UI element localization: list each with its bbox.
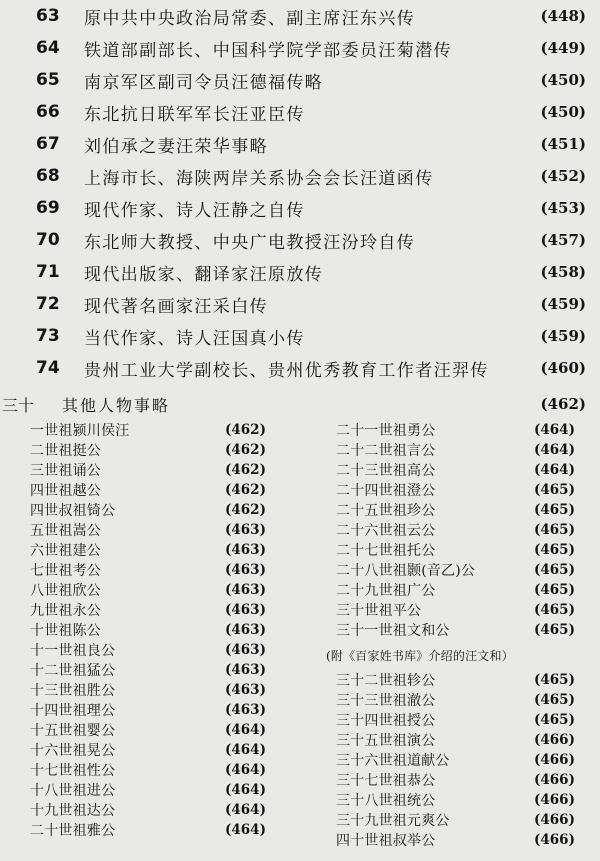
item-page: (466): [534, 752, 575, 768]
item-page: (464): [225, 822, 266, 838]
list-item: [30, 660, 290, 680]
item-name: 二十八世祖颢(音乙)公: [336, 563, 476, 579]
item-page: (463): [225, 562, 266, 578]
item-page: (462): [225, 482, 266, 498]
entry-title: 现代出版家、翻译家汪原放传: [84, 264, 324, 285]
item-page: (465): [534, 672, 575, 688]
item-name: 三十五世祖演公: [336, 733, 436, 749]
item-page: (465): [534, 562, 575, 578]
entry-title: 当代作家、诗人汪国真小传: [84, 328, 305, 349]
list-item: [336, 670, 596, 690]
toc-entry: [0, 320, 600, 352]
entry-title: 东北抗日联军军长汪亚臣传: [84, 104, 305, 125]
item-name: 十一世祖良公: [30, 643, 116, 659]
entry-page: (450): [540, 71, 586, 89]
list-item: [30, 700, 290, 720]
item-name: 二十六世祖云公: [336, 523, 436, 539]
item-name: 五世祖嵩公: [30, 523, 101, 539]
list-item: [336, 600, 596, 620]
entry-number: 74: [36, 358, 60, 378]
item-page: (464): [534, 442, 575, 458]
item-page: (464): [225, 722, 266, 738]
item-name: 十六世祖晃公: [30, 743, 116, 759]
entry-number: 72: [36, 294, 60, 314]
item-page: (466): [534, 832, 575, 848]
list-item: [336, 440, 596, 460]
entry-number: 73: [36, 326, 60, 346]
item-page: (465): [534, 482, 575, 498]
list-item: [336, 750, 596, 770]
list-item: [30, 580, 290, 600]
item-page: (465): [534, 622, 575, 638]
entry-page: (460): [540, 359, 586, 377]
item-page: (463): [225, 622, 266, 638]
entry-page: (453): [540, 199, 586, 217]
list-item: [336, 480, 596, 500]
item-name: 三世祖诵公: [30, 463, 101, 479]
item-name: 二十五世祖珍公: [336, 503, 436, 519]
toc-entry: [0, 32, 600, 64]
item-page: (462): [225, 502, 266, 518]
item-name: 三十八世祖统公: [336, 793, 436, 809]
item-page: (463): [225, 542, 266, 558]
list-item: [30, 740, 290, 760]
entry-page: (457): [540, 231, 586, 249]
list-item: [30, 780, 290, 800]
item-name: 十四世祖理公: [30, 703, 116, 719]
item-name: 二十世祖雅公: [30, 823, 116, 839]
entry-title: 铁道部副部长、中国科学院学部委员汪菊潜传: [84, 40, 452, 61]
list-item: [30, 420, 290, 440]
entry-page: (459): [540, 295, 586, 313]
entry-page: (458): [540, 263, 586, 281]
entry-page: (449): [540, 39, 586, 57]
item-page: (463): [225, 662, 266, 678]
toc-entry: [0, 64, 600, 96]
list-item-note: [326, 645, 596, 665]
list-item: [30, 820, 290, 840]
entry-page: (450): [540, 103, 586, 121]
list-item: [336, 690, 596, 710]
section-number: 三十: [2, 395, 35, 415]
item-page: (464): [225, 782, 266, 798]
entry-page: (448): [540, 7, 586, 25]
item-name: 二十四世祖澄公: [336, 483, 436, 499]
item-page: (465): [534, 582, 575, 598]
item-page: (463): [225, 582, 266, 598]
section-page: (462): [540, 395, 586, 413]
entry-number: 67: [36, 134, 60, 154]
list-item: [336, 790, 596, 810]
toc-entry: [0, 352, 600, 384]
entry-number: 65: [36, 70, 60, 90]
list-item: [30, 680, 290, 700]
list-item: [30, 640, 290, 660]
item-name: 三十九世祖元爽公: [336, 813, 450, 829]
list-item: [30, 620, 290, 640]
item-page: (465): [534, 602, 575, 618]
entry-number: 68: [36, 166, 60, 186]
item-name: 十五世祖婴公: [30, 723, 116, 739]
item-page: (466): [534, 792, 575, 808]
list-item: [336, 500, 596, 520]
entry-title: 原中共中央政治局常委、副主席汪东兴传: [84, 8, 416, 29]
list-item: [30, 800, 290, 820]
item-page: (466): [534, 812, 575, 828]
item-name: 七世祖考公: [30, 563, 101, 579]
item-name: 四十世祖叔举公: [336, 833, 436, 849]
item-page: (465): [534, 692, 575, 708]
entry-number: 69: [36, 198, 60, 218]
list-item: [30, 440, 290, 460]
item-name: 三十三世祖澈公: [336, 693, 436, 709]
item-name: 三十二世祖轸公: [336, 673, 436, 689]
list-item: [336, 520, 596, 540]
entry-title: 南京军区副司令员汪德福传略: [84, 72, 324, 93]
list-item: [336, 540, 596, 560]
entry-page: (452): [540, 167, 586, 185]
item-name: 三十一世祖文和公: [336, 623, 450, 639]
item-page: (462): [225, 422, 266, 438]
entry-title: 上海市长、海陕两岸关系协会会长汪道函传: [84, 168, 434, 189]
item-name: 二世祖挺公: [30, 443, 101, 459]
entry-title: 东北师大教授、中央广电教授汪汾玲自传: [84, 232, 416, 253]
list-item: [30, 460, 290, 480]
item-page: (462): [225, 462, 266, 478]
toc-entry: [0, 96, 600, 128]
item-name: 二十九世祖广公: [336, 583, 436, 599]
list-item: [336, 830, 596, 850]
item-page: (465): [534, 712, 575, 728]
item-page: (465): [534, 522, 575, 538]
entry-page: (451): [540, 135, 586, 153]
item-page: (463): [225, 522, 266, 538]
toc-entry: [0, 192, 600, 224]
section-heading: [0, 390, 600, 418]
item-page: (462): [225, 442, 266, 458]
list-item: [30, 720, 290, 740]
item-name: 十世祖陈公: [30, 623, 101, 639]
item-name: 四世祖越公: [30, 483, 101, 499]
entry-number: 64: [36, 38, 60, 58]
list-item: [30, 480, 290, 500]
item-name: 二十七世祖托公: [336, 543, 436, 559]
entry-title: 刘伯承之妻汪荣华事略: [84, 136, 268, 157]
list-item: [30, 600, 290, 620]
list-item: [30, 560, 290, 580]
entry-title: 现代著名画家汪采白传: [84, 296, 268, 317]
section-title: 其他人物事略: [62, 395, 171, 415]
toc-entry: [0, 224, 600, 256]
item-name: 十三世祖胜公: [30, 683, 116, 699]
list-item: [336, 730, 596, 750]
item-page: (463): [225, 682, 266, 698]
entry-number: 70: [36, 230, 60, 250]
item-note: (附《百家姓书库》介绍的汪文和）: [326, 648, 514, 663]
entry-number: 63: [36, 6, 60, 26]
item-name: 八世祖欣公: [30, 583, 101, 599]
entry-number: 71: [36, 262, 60, 282]
item-name: 三十七世祖恭公: [336, 773, 436, 789]
item-name: 二十一世祖勇公: [336, 423, 436, 439]
list-item: [336, 620, 596, 640]
item-page: (464): [225, 762, 266, 778]
toc-entry: [0, 160, 600, 192]
list-item: [30, 520, 290, 540]
item-page: (464): [534, 462, 575, 478]
list-item: [336, 580, 596, 600]
entry-number: 66: [36, 102, 60, 122]
list-item: [336, 560, 596, 580]
item-page: (464): [225, 742, 266, 758]
item-name: 二十三世祖高公: [336, 463, 436, 479]
list-item: [30, 500, 290, 520]
item-page: (466): [534, 732, 575, 748]
item-page: (463): [225, 702, 266, 718]
item-page: (464): [225, 802, 266, 818]
list-item: [30, 540, 290, 560]
item-page: (463): [225, 602, 266, 618]
item-page: (465): [534, 542, 575, 558]
toc-entry: [0, 288, 600, 320]
item-name: 十九世祖达公: [30, 803, 116, 819]
item-name: 六世祖建公: [30, 543, 101, 559]
toc-entry: [0, 0, 600, 32]
entry-title: 现代作家、诗人汪静之自传: [84, 200, 305, 221]
list-item: [336, 710, 596, 730]
list-item: [30, 760, 290, 780]
item-page: (465): [534, 502, 575, 518]
item-name: 三十世祖平公: [336, 603, 422, 619]
item-name: 二十二世祖言公: [336, 443, 436, 459]
entry-page: (459): [540, 327, 586, 345]
item-name: 九世祖永公: [30, 603, 101, 619]
entry-title: 贵州工业大学副校长、贵州优秀教育工作者汪羿传: [84, 360, 489, 381]
list-item: [336, 420, 596, 440]
item-name: 四世叔祖锜公: [30, 503, 116, 519]
item-page: (463): [225, 642, 266, 658]
list-item: [336, 460, 596, 480]
item-page: (466): [534, 772, 575, 788]
item-name: 三十六世祖道献公: [336, 753, 450, 769]
toc-entry: [0, 256, 600, 288]
item-page: (464): [534, 422, 575, 438]
toc-entry: [0, 128, 600, 160]
item-name: 三十四世祖授公: [336, 713, 436, 729]
item-name: 一世祖颍川侯汪: [30, 423, 130, 439]
list-item: [336, 770, 596, 790]
list-item: [336, 810, 596, 830]
item-name: 十二世祖猛公: [30, 663, 116, 679]
item-name: 十七世祖性公: [30, 763, 116, 779]
item-name: 十八世祖进公: [30, 783, 116, 799]
